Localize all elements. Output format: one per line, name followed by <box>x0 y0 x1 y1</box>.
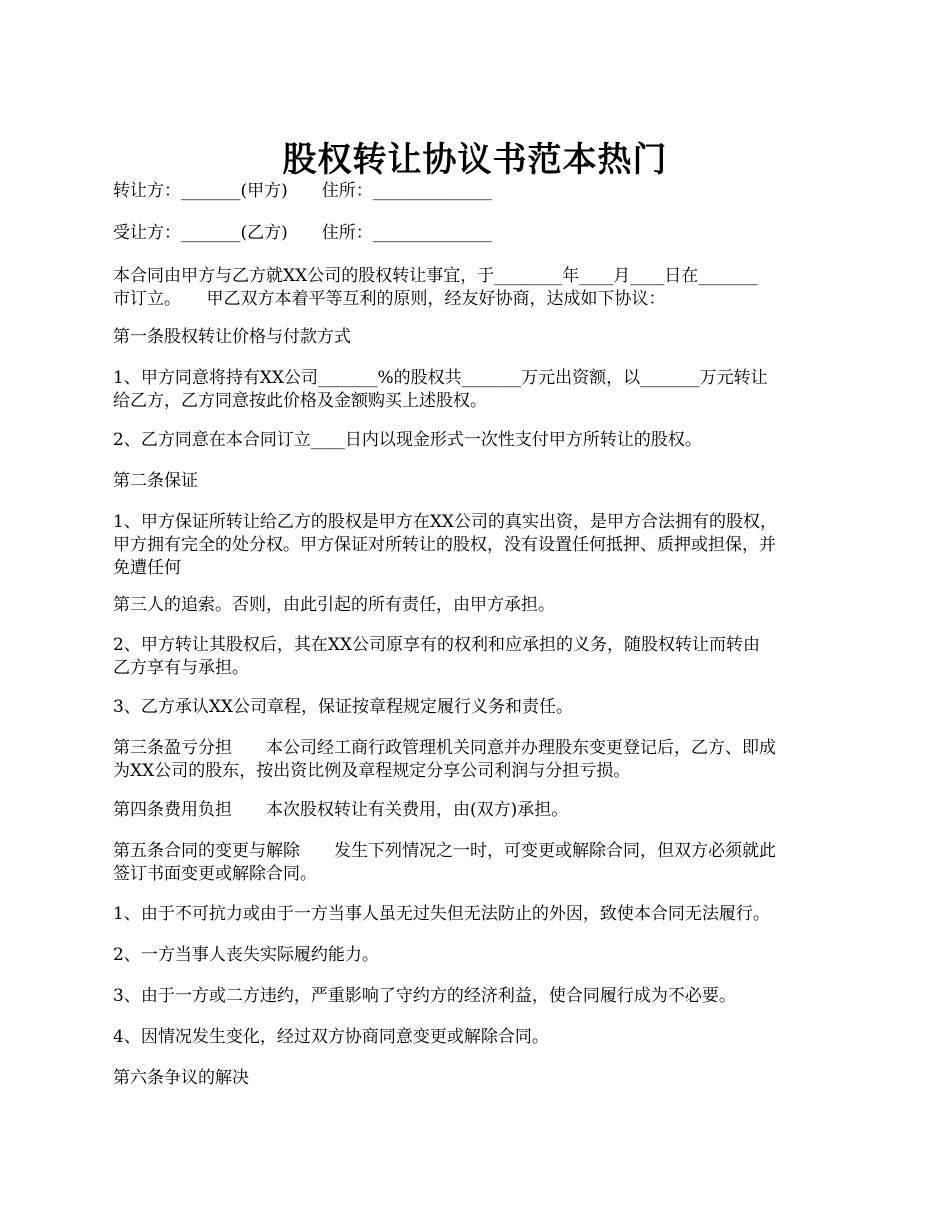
article-3 <box>113 737 843 783</box>
text-line: 2、一方当事人丧失实际履约能力。 <box>113 945 379 965</box>
text-line: 第五条合同的变更与解除 发生下列情况之一时，可变更或解除合同，但双方必须就此 <box>113 841 776 861</box>
text-line: 3、由于一方或二方违约，严重影响了守约方的经济利益，使合同履行成为不必要。 <box>113 986 736 1006</box>
article-1-clause-1 <box>113 367 843 413</box>
preamble-paragraph <box>113 265 843 311</box>
party-transferor <box>113 180 843 203</box>
text-line: 为XX公司的股东，按出资比例及章程规定分享公司利润与分担亏损。 <box>113 761 631 781</box>
article-5-clause-1 <box>113 903 843 926</box>
text-line: 3、乙方承认XX公司章程，保证按章程规定履行义务和责任。 <box>113 697 574 717</box>
text-line: 签订书面变更或解除合同。 <box>113 864 317 884</box>
text-line: 1、由于不可抗力或由于一方当事人虽无过失但无法防止的外因，致使本合同无法履行。 <box>113 904 770 924</box>
article-2-clause-3 <box>113 696 843 719</box>
text-line: 第二条保证 <box>113 471 198 491</box>
text-line: 市订立。 甲乙双方本着平等互利的原则，经友好协商，达成如下协议： <box>113 289 666 309</box>
article-5 <box>113 840 843 886</box>
text-line: 甲方拥有完全的处分权。甲方保证对所转让的股权，没有设置任何抵押、质押或担保，并 <box>113 535 776 555</box>
article-6-heading <box>113 1067 843 1090</box>
article-5-clause-2 <box>113 944 843 967</box>
text-line: 4、因情况发生变化，经过双方协商同意变更或解除合同。 <box>113 1027 549 1047</box>
party-transferee <box>113 222 843 245</box>
article-2-clause-2 <box>113 634 843 680</box>
article-1-clause-2 <box>113 429 843 452</box>
document-title: 股权转让协议书范本热门 <box>282 139 668 180</box>
text-line: 第四条费用负担 本次股权转让有关费用，由(双方)承担。 <box>113 800 569 820</box>
article-2-clause-1 <box>113 511 843 580</box>
article-2-clause-1-continued <box>113 594 843 617</box>
text-line: 免遭任何 <box>113 558 181 578</box>
text-line: 第三条盈亏分担 本公司经工商行政管理机关同意并办理股东变更登记后，乙方、即成 <box>113 738 776 758</box>
article-2-heading <box>113 470 843 493</box>
text-line: 1、甲方保证所转让给乙方的股权是甲方在XX公司的真实出资，是甲方合法拥有的股权， <box>113 512 778 532</box>
text-line: 2、乙方同意在本合同订立____日内以现金形式一次性支付甲方所转让的股权。 <box>113 430 702 450</box>
text-line: 本合同由甲方与乙方就XX公司的股权转让事宜，于________年____月____日在_______ <box>113 266 758 286</box>
text-line: 1、甲方同意将持有XX公司_______%的股权共_______万元出资额，以_______万元转让 <box>113 368 768 388</box>
text-line: 乙方享有与承担。 <box>113 658 249 678</box>
text-line: 第一条股权转让价格与付款方式 <box>113 327 351 347</box>
text-line: 第六条争议的解决 <box>113 1068 249 1088</box>
text-line: 受让方：_______(乙方) 住所：______________ <box>113 223 492 243</box>
article-5-clause-4 <box>113 1026 843 1049</box>
text-line: 转让方：_______(甲方) 住所：______________ <box>113 181 492 201</box>
text-line: 给乙方，乙方同意按此价格及金额购买上述股权。 <box>113 391 487 411</box>
article-4 <box>113 799 843 822</box>
text-line: 2、甲方转让其股权后，其在XX公司原享有的权利和应承担的义务，随股权转让而转由 <box>113 635 761 655</box>
article-5-clause-3 <box>113 985 843 1008</box>
text-line: 第三人的追索。否则，由此引起的所有责任，由甲方承担。 <box>113 595 555 615</box>
article-1-heading <box>113 326 843 349</box>
